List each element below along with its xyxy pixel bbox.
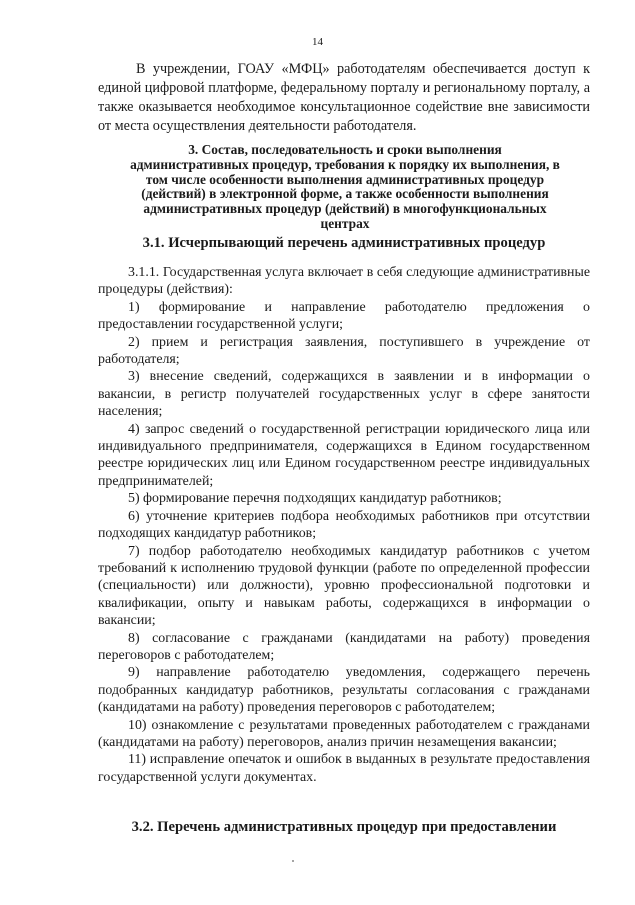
- procedure-item: 9) направление работодателю уведомления, содержащего перечень подобранных кандидатур работников, результаты согласования с гражданами (кандидатами на работу) проведения переговоров с работодателем;: [98, 665, 590, 716]
- procedure-item: 7) подбор работодателю необходимых кандидатур работников с учетом требований к исполнению трудовой функции (работе по определенной профессии (специальности) или должности), уровню профессиональной подготовки и квалификации, опыту и навыкам работы, содержащихся в информации о вакансии;: [98, 543, 590, 629]
- procedure-item: 3) внесение сведений, содержащихся в заявлении и в информации о вакансии, в регистр получателей государственных услуг в сфере занятости населения;: [98, 369, 590, 420]
- section-3-2-heading: 3.2. Перечень административных процедур при предоставлении: [131, 819, 557, 835]
- procedure-item: 5) формирование перечня подходящих кандидатур работников;: [128, 491, 502, 507]
- section-3-heading: 3. Состав, последовательность и сроки выполнения административных процедур, требования к порядку их выполнения, в том числе особенности выполнения административных процедур (действий) в электронной форме, а также особенности выполнения административных процедур (действий) в многофункциональных центрах: [130, 142, 560, 231]
- procedure-item: 6) уточнение критериев подбора необходимых работников при отсутствии подходящих кандидатур работников;: [98, 508, 590, 542]
- procedure-item: 2) прием и регистрация заявления, поступившего в учреждение от работодателя;: [98, 334, 590, 368]
- page-number: 14: [312, 36, 323, 48]
- intro-paragraph: В учреждении, ГОАУ «МФЦ» работодателям обеспечивается доступ к единой цифровой платформе, федеральному порталу и региональному порталу, а также оказывается необходимое консультационное содействие вне зависимости от места осуществления деятельности работодателя.: [98, 61, 590, 134]
- section-3-1-heading: 3.1. Исчерпывающий перечень административных процедур: [142, 235, 546, 251]
- procedure-item: 1) формирование и направление работодателю предложения о предоставлении государственной услуги;: [98, 299, 590, 333]
- item-3-1-1-lead: 3.1.1. Государственная услуга включает в себя следующие административные процедуры (действия):: [98, 265, 590, 298]
- procedure-item: 8) согласование с гражданами (кандидатами на работу) проведения переговоров с работодателем;: [98, 630, 590, 663]
- procedures-list: [98, 264, 590, 786]
- procedure-item: 4) запрос сведений о государственной регистрации юридического лица или индивидуального предпринимателя, содержащихся в Едином государственном реестре юридических лиц или Едином государственном реестре индивидуальных предпринимателей;: [98, 421, 590, 489]
- scan-speck: [292, 860, 294, 862]
- procedure-item: 10) ознакомление с результатами проведенных работодателем с гражданами (кандидатами на работу) переговоров, анализ причин незамещения вакансии;: [98, 717, 590, 750]
- procedure-item: 11) исправление опечаток и ошибок в выданных в результате предоставления государственной услуги документах.: [98, 752, 590, 785]
